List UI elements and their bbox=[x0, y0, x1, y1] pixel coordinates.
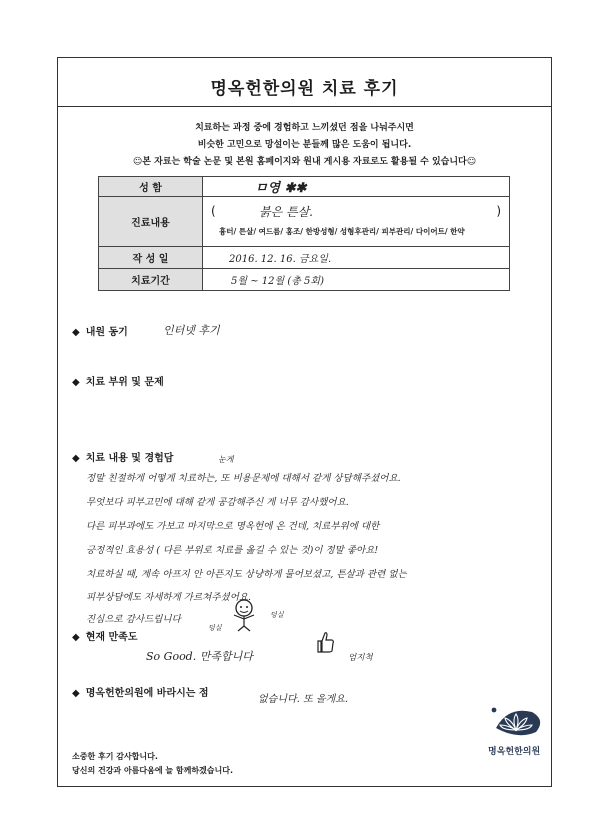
treatment-paren-open: ( bbox=[211, 204, 216, 218]
diamond-icon: ◆ bbox=[72, 632, 80, 643]
motive-answer: 인터넷 후기 bbox=[163, 324, 220, 337]
treatment-paren-close: ) bbox=[496, 204, 501, 218]
experience-label: 치료 내용 및 경험담 bbox=[85, 453, 174, 464]
doodle-right-text: 덩실 bbox=[270, 611, 284, 619]
thumbs-up-note: 엄지척 bbox=[348, 653, 373, 663]
title-divider bbox=[58, 106, 551, 107]
experience-line-4: 긍정적인 효용성 ( 다른 부위로 치료를 옮길 수 있는 것)이 정말 좋아요! bbox=[86, 545, 379, 556]
date-value: 2016. 12. 16. 금요일. bbox=[203, 247, 510, 269]
experience-line-7: 진심으로 감사드립니다 bbox=[86, 614, 181, 625]
dancing-doodle-icon bbox=[226, 596, 266, 632]
intro-line-3: ☺본 자료는 학술 논문 및 본원 홈페이지와 원내 게시용 자료로도 활용될 수 있습니다☺ bbox=[132, 157, 477, 167]
footer-thanks: 소중한 후기 감사합니다. bbox=[72, 752, 158, 761]
diamond-icon: ◆ bbox=[72, 688, 80, 699]
form-title: 명옥헌한의원 치료 후기 bbox=[210, 79, 399, 99]
diamond-icon: ◆ bbox=[72, 327, 80, 338]
section-motive bbox=[72, 323, 128, 338]
diamond-icon: ◆ bbox=[72, 453, 80, 464]
wishes-answer: 없습니다. 또 올게요. bbox=[258, 694, 348, 705]
info-table bbox=[98, 176, 510, 291]
satisfaction-answer: So Good. 만족합니다 bbox=[146, 650, 253, 663]
logo-text: 명옥헌한의원 bbox=[488, 747, 541, 757]
intro-line-1: 치료하는 과정 중에 경험하고 느끼셨던 점을 나눠주시면 bbox=[195, 123, 414, 133]
section-satisfaction bbox=[72, 628, 138, 643]
experience-line-5: 치료하실 때, 계속 아프지 안 아픈지도 상냥하게 물어보셨고, 튼살과 관련 없는 bbox=[86, 569, 407, 580]
name-value: ㅁ영 ✱✱ bbox=[203, 177, 510, 197]
section-wishes bbox=[72, 684, 209, 699]
experience-insert: 눈게 bbox=[218, 455, 234, 464]
motive-label: 내원 동기 bbox=[85, 327, 128, 338]
wishes-label: 명옥헌한의원에 바라시는 점 bbox=[85, 688, 209, 699]
period-label: 치료기간 bbox=[99, 269, 203, 291]
experience-line-3: 다른 피부과에도 가보고 마지막으로 명옥헌에 온 건데, 치료부위에 대한 bbox=[86, 521, 380, 532]
thumbs-up-icon bbox=[316, 630, 336, 654]
period-value: 5월 ~ 12월 (총 5회) bbox=[203, 269, 510, 291]
intro-line-2: 비슷한 고민으로 망설이는 분들께 많은 도움이 됩니다. bbox=[197, 140, 412, 150]
experience-line-2: 무엇보다 피부고민에 대해 같게 공감해주신 게 너무 감사했어요. bbox=[86, 497, 349, 508]
treatment-label: 진료내용 bbox=[99, 197, 203, 247]
name-label: 성 함 bbox=[99, 177, 203, 197]
clinic-logo bbox=[488, 698, 548, 757]
treatment-options: 흉터/ 튼살/ 여드름/ 홍조/ 한방성형/ 성형후관리/ 피부관리/ 다이어트/ 한약 bbox=[219, 227, 465, 236]
area-label: 치료 부위 및 문제 bbox=[85, 377, 164, 388]
review-form-page bbox=[57, 57, 552, 787]
diamond-icon: ◆ bbox=[72, 377, 80, 388]
section-experience bbox=[72, 449, 173, 464]
experience-line-1: 정말 친절하게 어떻게 치료하는, 또 비용문제에 대해서 같게 상담해주셨어요. bbox=[86, 473, 401, 484]
doodle-left-text: 덩실 bbox=[208, 624, 222, 632]
section-area bbox=[72, 373, 164, 388]
lotus-logo-icon bbox=[488, 698, 548, 742]
experience-line-6: 피부상담에도 자세하게 가르쳐주셨어요. bbox=[86, 592, 252, 603]
date-label: 작 성 일 bbox=[99, 247, 203, 269]
treatment-cell bbox=[203, 197, 510, 247]
treatment-handwritten: 붉은 튼살. bbox=[259, 205, 313, 219]
satisfaction-label: 현재 만족도 bbox=[85, 632, 138, 643]
footer-promise: 당신의 건강과 아름다움에 늘 함께하겠습니다. bbox=[72, 766, 234, 775]
